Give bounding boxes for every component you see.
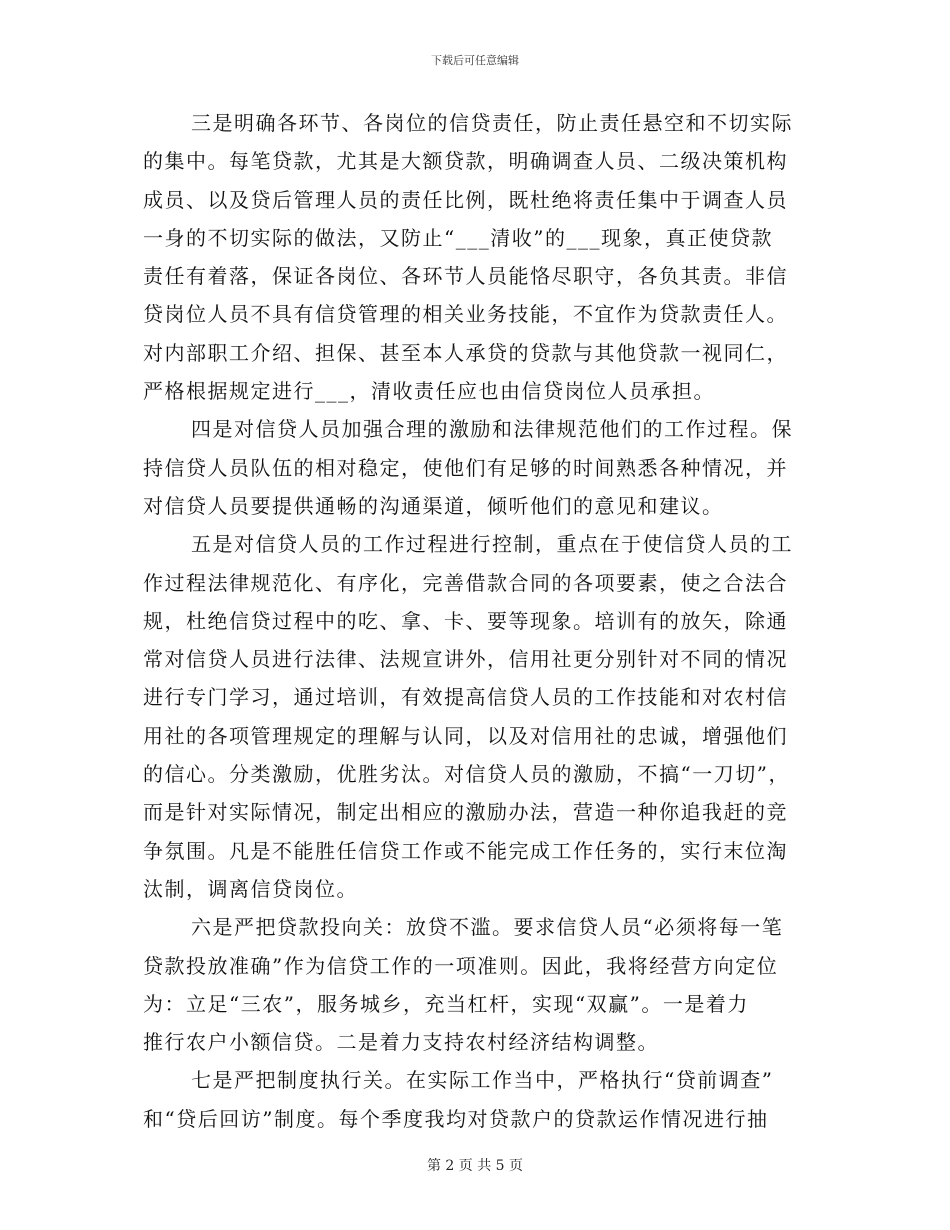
paragraph-line: 四是对信贷人员加强合理的激励和法律规范他们的工作过程。保 bbox=[191, 417, 793, 442]
paragraph-line: 严格根据规定进行___，清收责任应也由信贷岗位人员承担。 bbox=[143, 379, 715, 404]
paragraph-line: 贷款投放准确”作为信贷工作的一项准则。因此，我将经营方向定位 bbox=[143, 953, 779, 978]
body-text bbox=[143, 104, 807, 1138]
paragraph-line: 规，杜绝信贷过程中的吃、拿、卡、要等现象。培训有的放矢，除通 bbox=[143, 608, 788, 633]
paragraph-line: 作过程法律规范化、有序化，完善借款合同的各项要素，使之合法合 bbox=[143, 570, 788, 595]
paragraph-line: 汰制，调离信贷岗位。 bbox=[143, 876, 358, 901]
paragraph-line: 七是严把制度执行关。在实际工作当中，严格执行“贷前调查” bbox=[191, 1068, 774, 1093]
paragraph-line: 对信贷人员要提供通畅的沟通渠道，倾听他们的意见和建议。 bbox=[143, 493, 724, 518]
paragraph-line: 和“贷后回访”制度。每个季度我均对贷款户的贷款运作情况进行抽 bbox=[143, 1106, 769, 1131]
paragraph-line: 六是严把贷款投向关：放贷不滥。要求信贷人员“必须将每一笔 bbox=[191, 915, 784, 940]
paragraph-line: 而是针对实际情况，制定出相应的激励办法，营造一种你追我赶的竞 bbox=[143, 800, 788, 825]
paragraph-line: 对内部职工介绍、担保、甚至本人承贷的贷款与其他贷款一视同仁， bbox=[143, 340, 788, 365]
paragraph-line: 三是明确各环节、各岗位的信贷责任，防止责任悬空和不切实际 bbox=[191, 111, 793, 135]
page-header: 下载后可任意编辑 bbox=[431, 54, 519, 67]
paragraph-line: 推行农户小额信贷。二是着力支持农村经济结构调整。 bbox=[143, 1030, 659, 1055]
paragraph-line: 争氛围。凡是不能胜任信贷工作或不能完成工作任务的，实行末位淘 bbox=[143, 838, 788, 863]
paragraph-line: 五是对信贷人员的工作过程进行控制，重点在于使信贷人员的工 bbox=[191, 532, 793, 557]
paragraph-line: 成员、以及贷后管理人员的责任比例，既杜绝将责任集中于调查人员 bbox=[143, 187, 788, 212]
paragraph-line: 常对信贷人员进行法律、法规宣讲外，信用社更分别针对不同的情况 bbox=[143, 647, 788, 672]
page-number: 第 2 页 共 5 页 bbox=[426, 1158, 524, 1174]
paragraph-line: 用社的各项管理规定的理解与认同，以及对信用社的忠诚，增强他们 bbox=[143, 723, 788, 748]
paragraph-line: 的集中。每笔贷款，尤其是大额贷款，明确调查人员、二级决策机构 bbox=[143, 149, 788, 174]
paragraph-line: 贷岗位人员不具有信贷管理的相关业务技能，不宜作为贷款责任人。 bbox=[143, 302, 788, 327]
paragraph-line: 责任有着落，保证各岗位、各环节人员能恪尽职守，各负其责。非信 bbox=[143, 264, 788, 289]
paragraph-line: 为：立足“三农”，服务城乡，充当杠杆，实现“双赢”。一是着力 bbox=[143, 991, 749, 1016]
paragraph-line: 的信心。分类激励，优胜劣汰。对信贷人员的激励，不搞“一刀切”， bbox=[143, 762, 790, 787]
paragraph-line: 持信贷人员队伍的相对稳定，使他们有足够的时间熟悉各种情况，并 bbox=[143, 455, 788, 480]
paragraph-line: 一身的不切实际的做法，又防止“___清收”的___现象，真正使贷款 bbox=[143, 225, 773, 250]
paragraph-line: 进行专门学习，通过培训，有效提高信贷人员的工作技能和对农村信 bbox=[143, 685, 788, 710]
